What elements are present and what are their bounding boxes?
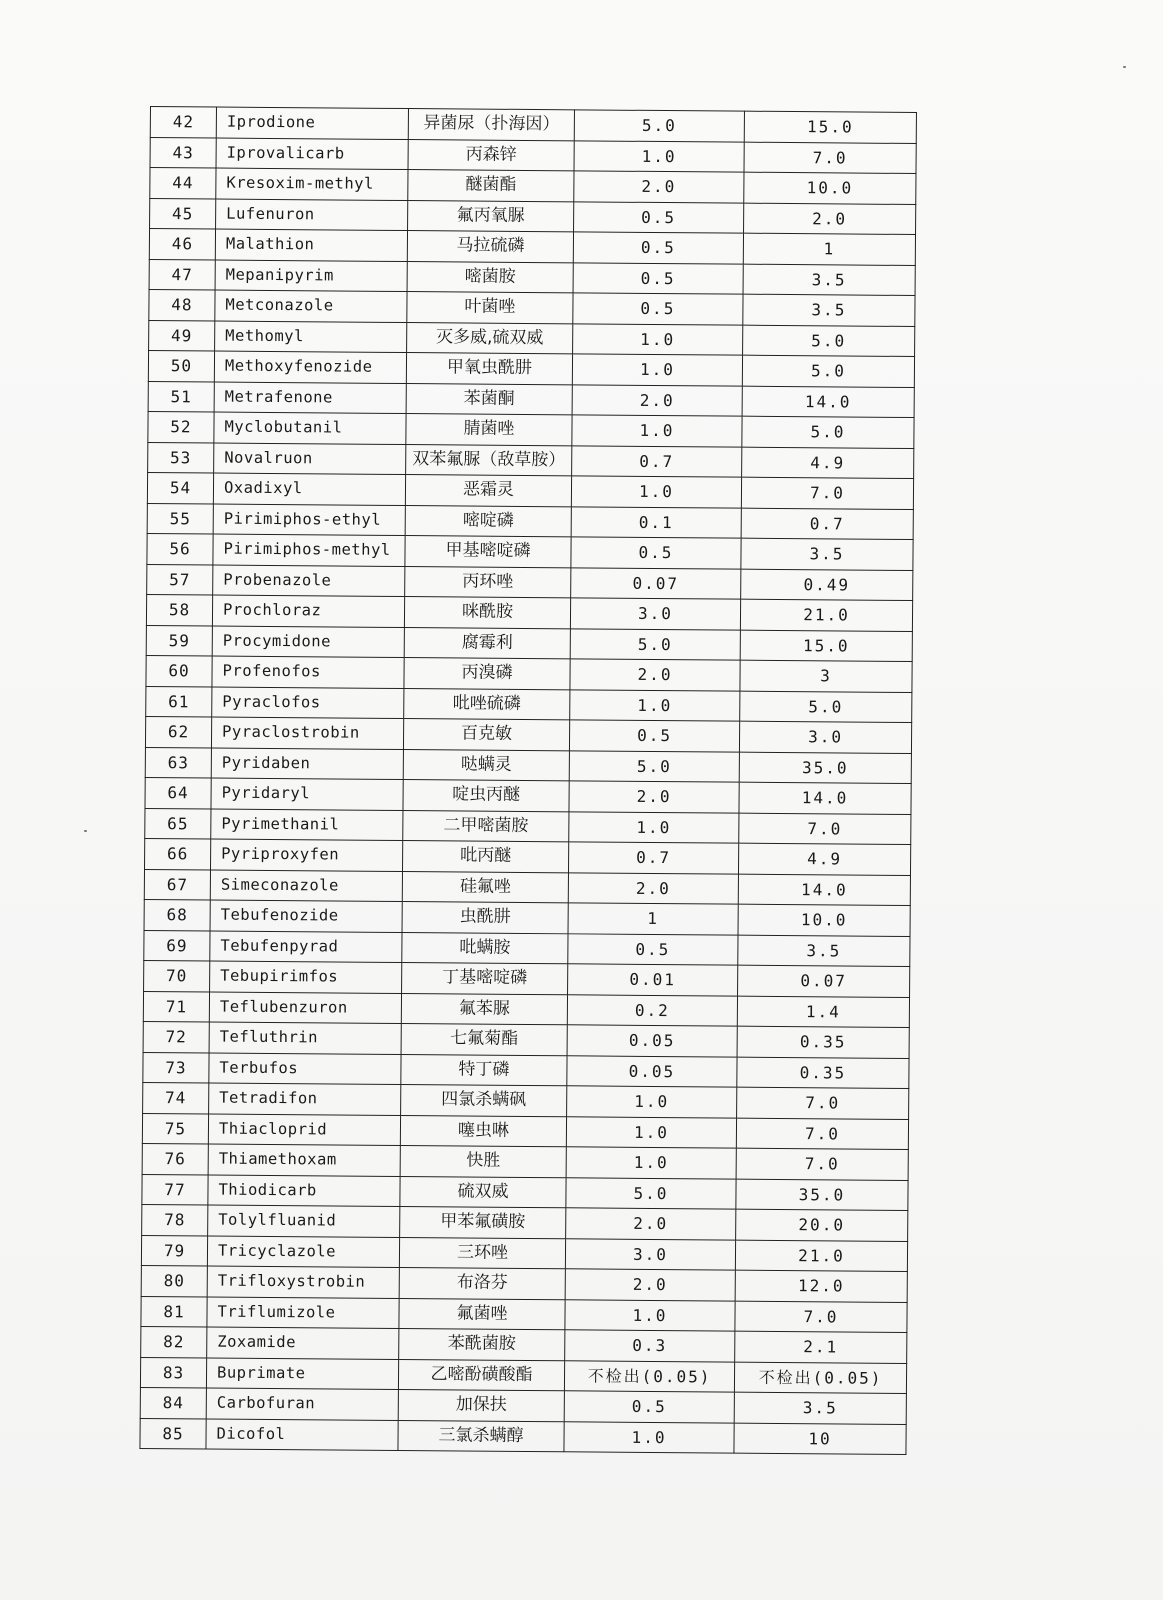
cell-chinese-name: 苯菌酮 (406, 383, 572, 415)
cell-limit-2: 12.0 (735, 1270, 907, 1302)
cell-english-name: Methomyl (215, 321, 407, 353)
cell-limit-2: 3.0 (739, 721, 911, 753)
cell-limit-2: 4.9 (738, 843, 910, 875)
cell-limit-2: 5.0 (742, 355, 914, 387)
cell-limit-2: 7.0 (736, 1118, 908, 1150)
cell-limit-1: 5.0 (574, 110, 744, 142)
cell-limit-2: 1.4 (737, 996, 909, 1028)
cell-limit-2: 2.1 (735, 1331, 907, 1363)
cell-number: 81 (141, 1296, 207, 1327)
cell-number: 78 (142, 1204, 208, 1235)
cell-chinese-name: 马拉硫磷 (407, 231, 573, 263)
cell-limit-1: 0.5 (564, 1391, 734, 1423)
cell-chinese-name: 氟苯脲 (401, 993, 567, 1025)
cell-limit-1: 1.0 (566, 1116, 736, 1148)
cell-limit-1: 1.0 (571, 476, 741, 508)
cell-english-name: Procymidone (212, 626, 404, 658)
cell-limit-1: 0.07 (571, 567, 741, 599)
cell-number: 77 (142, 1174, 208, 1205)
cell-limit-1: 5.0 (569, 750, 739, 782)
cell-english-name: Pirimiphos-methyl (213, 534, 405, 566)
cell-chinese-name: 腈菌唑 (406, 414, 572, 446)
pesticide-limits-table (139, 106, 917, 1455)
cell-chinese-name: 噻虫啉 (400, 1115, 566, 1147)
cell-english-name: Triflumizole (207, 1296, 399, 1328)
cell-number: 53 (148, 442, 214, 473)
cell-chinese-name: 七氟菊酯 (401, 1024, 567, 1056)
cell-limit-1: 1.0 (570, 689, 740, 721)
cell-limit-2: 2.0 (744, 203, 916, 235)
cell-limit-1: 0.2 (567, 994, 737, 1026)
cell-english-name: Simeconazole (210, 869, 402, 901)
cell-number: 44 (150, 168, 216, 199)
cell-english-name: Thiodicarb (208, 1174, 400, 1206)
cell-limit-2: 4.9 (742, 447, 914, 479)
cell-limit-1: 5.0 (566, 1177, 736, 1209)
cell-limit-2: 10.0 (738, 904, 910, 936)
cell-limit-2: 7.0 (735, 1301, 907, 1333)
cell-limit-2: 21.0 (740, 599, 912, 631)
cell-limit-1: 0.7 (572, 445, 742, 477)
cell-english-name: Carbofuran (206, 1388, 398, 1420)
cell-chinese-name: 甲苯氟磺胺 (400, 1206, 566, 1238)
cell-limit-1: 0.05 (567, 1025, 737, 1057)
cell-limit-1: 0.3 (565, 1330, 735, 1362)
cell-chinese-name: 布洛芬 (399, 1267, 565, 1299)
cell-chinese-name: 吡唑硫磷 (404, 688, 570, 720)
cell-limit-1: 1.0 (572, 415, 742, 447)
cell-limit-2: 3.5 (741, 538, 913, 570)
cell-chinese-name: 丙环唑 (405, 566, 571, 598)
cell-number: 74 (143, 1082, 209, 1113)
cell-number: 75 (142, 1113, 208, 1144)
cell-limit-1: 0.5 (569, 720, 739, 752)
cell-english-name: Metrafenone (214, 382, 406, 414)
cell-english-name: Profenofos (212, 656, 404, 688)
cell-limit-2: 5.0 (743, 325, 915, 357)
cell-chinese-name: 丁基嘧啶磷 (402, 963, 568, 995)
cell-limit-2: 不检出(0.05) (734, 1362, 906, 1394)
cell-number: 85 (140, 1418, 206, 1449)
cell-number: 54 (147, 472, 213, 503)
cell-english-name: Novalruon (214, 443, 406, 475)
cell-chinese-name: 氟丙氧脲 (408, 200, 574, 232)
cell-limit-2: 3.5 (743, 264, 915, 296)
cell-english-name: Trifloxystrobin (207, 1266, 399, 1298)
cell-limit-2: 15.0 (744, 111, 916, 143)
cell-english-name: Teflubenzuron (209, 991, 401, 1023)
cell-limit-1: 3.0 (565, 1238, 735, 1270)
cell-chinese-name: 四氯杀螨砜 (401, 1085, 567, 1117)
cell-english-name: Pyridaryl (211, 778, 403, 810)
cell-limit-2: 21.0 (735, 1240, 907, 1272)
cell-limit-2: 7.0 (736, 1148, 908, 1180)
cell-limit-1: 2.0 (565, 1269, 735, 1301)
cell-limit-1: 1.0 (572, 354, 742, 386)
cell-english-name: Metconazole (215, 290, 407, 322)
cell-number: 67 (144, 869, 210, 900)
cell-number: 73 (143, 1052, 209, 1083)
cell-english-name: Myclobutanil (214, 412, 406, 444)
cell-chinese-name: 叶菌唑 (407, 292, 573, 324)
cell-english-name: Buprimate (206, 1357, 398, 1389)
cell-limit-1: 0.1 (571, 506, 741, 538)
cell-limit-1: 3.0 (570, 598, 740, 630)
cell-chinese-name: 腐霉利 (404, 627, 570, 659)
cell-number: 61 (146, 686, 212, 717)
cell-chinese-name: 哒螨灵 (403, 749, 569, 781)
cell-chinese-name: 乙嘧酚磺酸酯 (398, 1359, 564, 1391)
cell-english-name: Tricyclazole (207, 1235, 399, 1267)
cell-english-name: Tebufenozide (210, 900, 402, 932)
cell-english-name: Prochloraz (212, 595, 404, 627)
cell-limit-1: 0.7 (568, 842, 738, 874)
cell-number: 49 (149, 320, 215, 351)
cell-number: 66 (145, 838, 211, 869)
cell-chinese-name: 甲基嘧啶磷 (405, 536, 571, 568)
cell-limit-1: 不检出(0.05) (564, 1360, 734, 1392)
cell-chinese-name: 特丁磷 (401, 1054, 567, 1086)
cell-limit-2: 3.5 (738, 935, 910, 967)
cell-english-name: Pyraclofos (212, 687, 404, 719)
cell-chinese-name: 硫双威 (400, 1176, 566, 1208)
cell-chinese-name: 苯酰菌胺 (399, 1328, 565, 1360)
cell-english-name: Mepanipyrim (215, 260, 407, 292)
cell-number: 43 (150, 137, 216, 168)
cell-chinese-name: 虫酰肼 (402, 902, 568, 934)
cell-limit-1: 1.0 (574, 140, 744, 172)
cell-chinese-name: 异菌尿（扑海因） (408, 109, 574, 141)
cell-english-name: Pyriproxyfen (211, 839, 403, 871)
cell-limit-2: 14.0 (738, 874, 910, 906)
cell-limit-2: 3.5 (734, 1392, 906, 1424)
cell-number: 46 (149, 229, 215, 260)
cell-number: 47 (149, 259, 215, 290)
cell-limit-2: 0.35 (737, 1057, 909, 1089)
cell-chinese-name: 双苯氟脲（敌草胺） (406, 444, 572, 476)
cell-number: 52 (148, 411, 214, 442)
cell-chinese-name: 三环唑 (399, 1237, 565, 1269)
cell-number: 57 (147, 564, 213, 595)
cell-english-name: Tebufenpyrad (210, 930, 402, 962)
cell-limit-2: 1 (743, 233, 915, 265)
cell-limit-1: 2.0 (568, 872, 738, 904)
cell-chinese-name: 嘧啶磷 (405, 505, 571, 537)
cell-english-name: Tefluthrin (209, 1022, 401, 1054)
cell-english-name: Tebupirimfos (210, 961, 402, 993)
cell-chinese-name: 吡丙醚 (402, 841, 568, 873)
cell-limit-1: 0.5 (573, 232, 743, 264)
cell-number: 50 (148, 350, 214, 381)
cell-number: 59 (146, 625, 212, 656)
cell-chinese-name: 醚菌酯 (408, 170, 574, 202)
cell-limit-1: 1.0 (565, 1299, 735, 1331)
cell-chinese-name: 丙森锌 (408, 139, 574, 171)
cell-limit-1: 0.5 (571, 537, 741, 569)
cell-limit-1: 2.0 (569, 781, 739, 813)
table-row (140, 1418, 906, 1455)
cell-chinese-name: 嘧菌胺 (407, 261, 573, 293)
cell-limit-1: 2.0 (566, 1208, 736, 1240)
cell-english-name: Tolylfluanid (208, 1205, 400, 1237)
cell-number: 51 (148, 381, 214, 412)
cell-limit-2: 3.5 (743, 294, 915, 326)
table-body (140, 107, 917, 1455)
cell-number: 55 (147, 503, 213, 534)
cell-number: 64 (145, 777, 211, 808)
cell-limit-1: 1.0 (573, 323, 743, 355)
cell-limit-1: 2.0 (570, 659, 740, 691)
cell-limit-2: 0.49 (741, 569, 913, 601)
cell-chinese-name: 百克敏 (403, 719, 569, 751)
scan-speck (84, 830, 87, 832)
cell-limit-2: 35.0 (736, 1179, 908, 1211)
cell-english-name: Pyraclostrobin (211, 717, 403, 749)
cell-limit-1: 0.5 (568, 933, 738, 965)
cell-limit-1: 1.0 (569, 811, 739, 843)
cell-number: 80 (141, 1265, 207, 1296)
cell-chinese-name: 快胜 (400, 1145, 566, 1177)
cell-english-name: Terbufos (209, 1052, 401, 1084)
cell-chinese-name: 甲氧虫酰肼 (406, 353, 572, 385)
cell-number: 60 (146, 655, 212, 686)
cell-limit-1: 5.0 (570, 628, 740, 660)
cell-limit-2: 15.0 (740, 630, 912, 662)
cell-limit-2: 10.0 (744, 172, 916, 204)
cell-chinese-name: 吡螨胺 (402, 932, 568, 964)
cell-number: 82 (141, 1326, 207, 1357)
cell-english-name: Methoxyfenozide (214, 351, 406, 383)
cell-english-name: Malathion (215, 229, 407, 261)
cell-limit-1: 1.0 (567, 1086, 737, 1118)
cell-limit-2: 14.0 (739, 782, 911, 814)
cell-chinese-name: 丙溴磷 (404, 658, 570, 690)
cell-chinese-name: 灭多威,硫双威 (407, 322, 573, 354)
cell-limit-1: 1.0 (566, 1147, 736, 1179)
cell-limit-1: 0.5 (574, 201, 744, 233)
cell-english-name: Pirimiphos-ethyl (213, 504, 405, 536)
cell-limit-1: 0.05 (567, 1055, 737, 1087)
cell-english-name: Pyridaben (211, 748, 403, 780)
cell-limit-2: 10 (734, 1423, 906, 1455)
cell-limit-1: 2.0 (572, 384, 742, 416)
cell-limit-1: 1.0 (564, 1421, 734, 1453)
cell-limit-2: 20.0 (736, 1209, 908, 1241)
cell-chinese-name: 硅氟唑 (402, 871, 568, 903)
cell-number: 69 (144, 930, 210, 961)
cell-chinese-name: 三氯杀螨醇 (398, 1420, 564, 1452)
cell-limit-2: 14.0 (742, 386, 914, 418)
cell-number: 63 (145, 747, 211, 778)
cell-english-name: Zoxamide (207, 1327, 399, 1359)
cell-number: 65 (145, 808, 211, 839)
cell-chinese-name: 恶霜灵 (405, 475, 571, 507)
cell-limit-2: 3 (740, 660, 912, 692)
cell-limit-1: 0.01 (568, 964, 738, 996)
cell-number: 83 (140, 1357, 206, 1388)
cell-english-name: Lufenuron (216, 199, 408, 231)
cell-number: 70 (144, 960, 210, 991)
cell-english-name: Thiacloprid (208, 1113, 400, 1145)
cell-chinese-name: 氟菌唑 (399, 1298, 565, 1330)
cell-english-name: Probenazole (213, 565, 405, 597)
cell-limit-1: 0.5 (573, 262, 743, 294)
cell-number: 84 (140, 1387, 206, 1418)
cell-number: 48 (149, 289, 215, 320)
scan-speck (1123, 66, 1126, 68)
cell-limit-2: 7.0 (737, 1087, 909, 1119)
cell-english-name: Oxadixyl (213, 473, 405, 505)
cell-limit-2: 0.35 (737, 1026, 909, 1058)
cell-number: 76 (142, 1143, 208, 1174)
cell-limit-1: 2.0 (574, 171, 744, 203)
cell-limit-2: 5.0 (740, 691, 912, 723)
cell-english-name: Iprovalicarb (216, 138, 408, 170)
cell-number: 72 (143, 1021, 209, 1052)
cell-limit-2: 35.0 (739, 752, 911, 784)
cell-number: 68 (144, 899, 210, 930)
cell-limit-2: 5.0 (742, 416, 914, 448)
cell-number: 79 (141, 1235, 207, 1266)
cell-english-name: Pyrimethanil (211, 809, 403, 841)
cell-english-name: Thiamethoxam (208, 1144, 400, 1176)
cell-number: 58 (146, 594, 212, 625)
cell-chinese-name: 加保扶 (398, 1389, 564, 1421)
cell-limit-1: 0.5 (573, 293, 743, 325)
cell-number: 56 (147, 533, 213, 564)
cell-limit-2: 0.07 (738, 965, 910, 997)
cell-number: 62 (145, 716, 211, 747)
cell-limit-2: 7.0 (739, 813, 911, 845)
cell-chinese-name: 啶虫丙醚 (403, 780, 569, 812)
cell-limit-1: 1 (568, 903, 738, 935)
cell-limit-2: 7.0 (744, 142, 916, 174)
cell-number: 71 (143, 991, 209, 1022)
cell-english-name: Dicofol (206, 1418, 398, 1450)
cell-chinese-name: 咪酰胺 (404, 597, 570, 629)
cell-chinese-name: 二甲嘧菌胺 (403, 810, 569, 842)
cell-english-name: Iprodione (216, 107, 408, 139)
cell-limit-2: 0.7 (741, 508, 913, 540)
cell-number: 42 (150, 107, 216, 138)
cell-limit-2: 7.0 (741, 477, 913, 509)
cell-english-name: Kresoxim-methyl (216, 168, 408, 200)
cell-number: 45 (150, 198, 216, 229)
cell-english-name: Tetradifon (209, 1083, 401, 1115)
